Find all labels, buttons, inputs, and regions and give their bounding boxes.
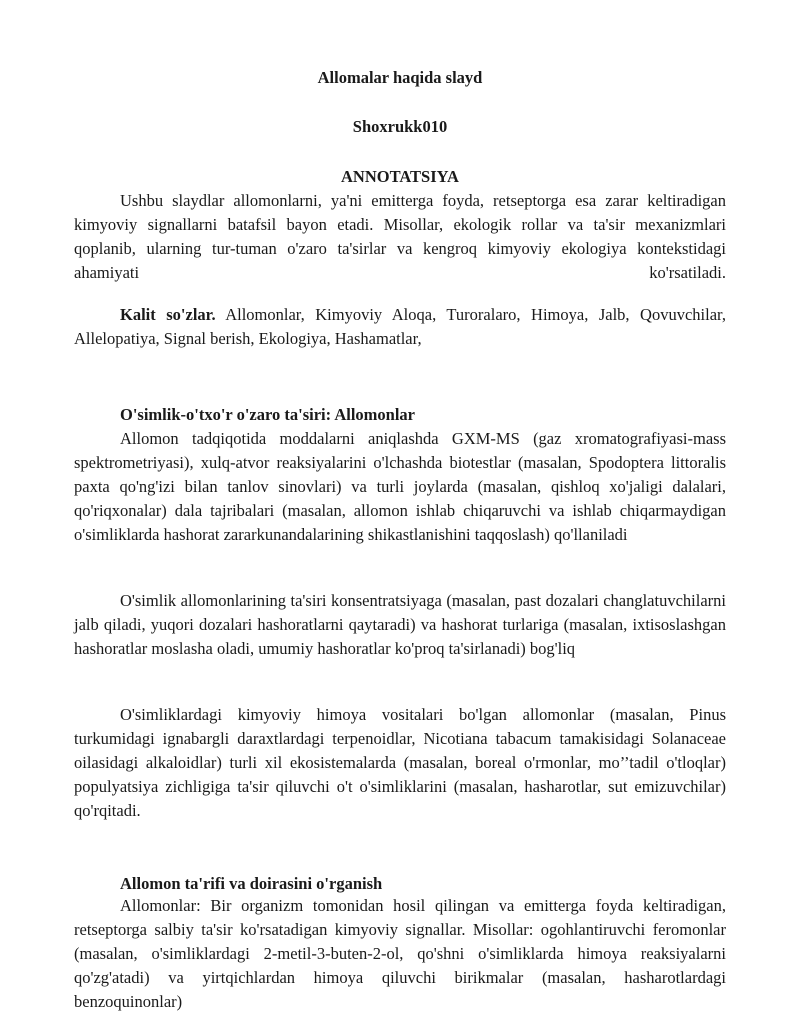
- section1-paragraph-1-block: [74, 427, 726, 547]
- keywords-paragraph: [74, 303, 726, 351]
- section1-paragraph-1: Allomon tadqiqotida moddalarni aniqlashda GXM-MS (gaz xromatografiyasi-mass spektrometriyasi), xulq-atvor reaksiyalarini o'lchashda biotestlar (masalan, Spodoptera littoralis paxta qo'ng'izi bilan tanlov sinovlari) va turli joylarda (masalan, qishloq xo'jaligi dalalari, qo'riqxonalar) dala tajribalari (masalan, allomon ishlab chiqaruvchi va ishlab chiqarmaydigan o'simliklarda hashorat zararkunandalarining shikastlanishini taqqoslash) qo'llaniladi: [74, 429, 726, 544]
- document-author: Shoxrukk010: [352, 117, 448, 136]
- keywords-section: [74, 303, 726, 351]
- annotation-section: [74, 189, 726, 285]
- keywords-text: Allomonlar, Kimyoviy Aloqa, Turoralaro, Himoya, Jalb, Qovuvchilar, Allelopatiya, Signal berish, Ekologiya, Hashamatlar,: [74, 305, 726, 348]
- annotation-paragraph: Ushbu slaydlar allomonlarni, ya'ni emitterga foyda, retseptorga esa zarar keltiradigan kimyoviy signallarni batafsil bayon etadi. Misollar, ekologik rollar va ta'sir mexanizmlari qoplanib, ularning tur-tuman o'zaro ta'sirlar va kengroq kimyoviy ekologiya kontekstidagi ahamiyati ko'rsatiladi.: [74, 191, 726, 282]
- document-title: Allomalar haqida slayd: [317, 68, 483, 87]
- section1-paragraph-2: O'simlik allomonlarining ta'siri konsentratsiyaga (masalan, past dozalari changlatuvchilarni jalb qiladi, yuqori dozalari hashoratlarni qaytaradi) va hashorat turlariga (masalan, ixtisoslashgan hashoratlar moslasha oladi, umumiy hashoratlar ko'proq ta'sirlanadi) bog'liq: [74, 591, 726, 658]
- section1-heading: O'simlik-o'txo'r o'zaro ta'siri: Allomonlar: [120, 405, 415, 424]
- keywords-label: Kalit so'zlar.: [120, 305, 216, 324]
- annotation-heading: ANNOTATSIYA: [341, 167, 459, 186]
- section1-paragraph-2-block: [74, 589, 726, 661]
- section2-heading: Allomon ta'rifi va doirasini o'rganish: [120, 874, 383, 893]
- section2-paragraph-1-block: [74, 894, 726, 1014]
- section1-heading-block: [74, 403, 726, 427]
- section2-paragraph-1: Allomonlar: Bir organizm tomonidan hosil qilingan va emitterga foyda keltiradigan, retseptorga salbiy ta'sir ko'rsatadigan kimyoviy signallar. Misollar: ogohlantiruvchi feromonlar (masalan, o'simliklardagi 2-metil-3-buten-2-ol, qo'shni o'simliklarda himoya reaksiyalarni qo'zg'atadi) va yirtqichlardan himoya qiluvchi birikmalar (masalan, hasharotlardagi benzoquinonlar): [74, 896, 726, 1011]
- section1-paragraph-3-block: [74, 703, 726, 823]
- section2-heading-block: [74, 872, 726, 896]
- section1-paragraph-3: O'simliklardagi kimyoviy himoya vositalari bo'lgan allomonlar (masalan, Pinus turkumidagi ignabargli daraxtlardagi terpenoidlar, Nicotiana tabacum tamakisidagi Solanaceae oilasidagi alkaloidlar) turli xil ekosistemalarda (masalan, boreal o'rmonlar, mo’’tadil o'tloqlar) populyatsiya zichligiga ta'sir qiluvchi o't o'simliklarini (masalan, hasharotlar, sut emizuvchilar) qo'rqitadi.: [74, 705, 726, 820]
